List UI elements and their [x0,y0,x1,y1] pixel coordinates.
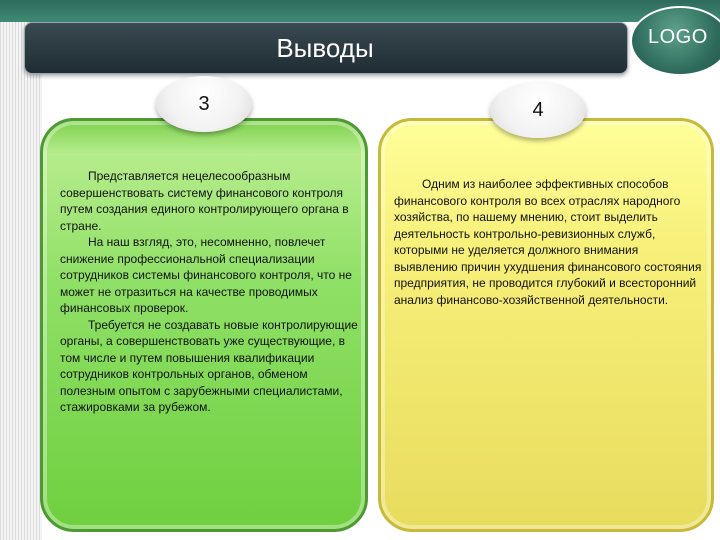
right-card-text [394,176,704,308]
top-accent-band [0,0,720,22]
left-card-number-badge: 3 [156,76,252,132]
right-card-number-badge: 4 [490,82,586,138]
left-card-paragraph: На наш взгляд, это, несомненно, повлечет снижение профессиональной специализации сотрудников системы финансового контроля, что не может не отразиться на качестве проводимых финансовых проверок. [60,235,352,315]
decorative-stripes [0,0,42,540]
left-card-paragraph: Представляется нецелесообразным совершенствовать систему финансового контроля путем создания единого контролирующего органа в стране. [60,169,349,233]
left-card-text [60,168,362,416]
right-card-paragraph: Одним из наиболее эффективных способов финансового контроля во всех отраслях народного хозяйства, по нашему мнению, стоит выделить деятельность контрольно-ревизионных служб, которыми не уделяется должного внимания выявлению причин ухудшения финансового состояния предприятия, не проводится глубокий и всесторонний анализ финансово-хозяйственной деятельности. [394,177,702,307]
left-card-paragraph: Требуется не создавать новые контролирующие органы, а совершенствовать уже существующие, в том числе и путем повышения квалификации сотрудников контрольных органов, обменом полезным опытом с зарубежными специалистами, стажировками за рубежом. [60,317,358,414]
logo-text: LOGO [648,26,708,48]
slide-title: Выводы [276,33,374,63]
